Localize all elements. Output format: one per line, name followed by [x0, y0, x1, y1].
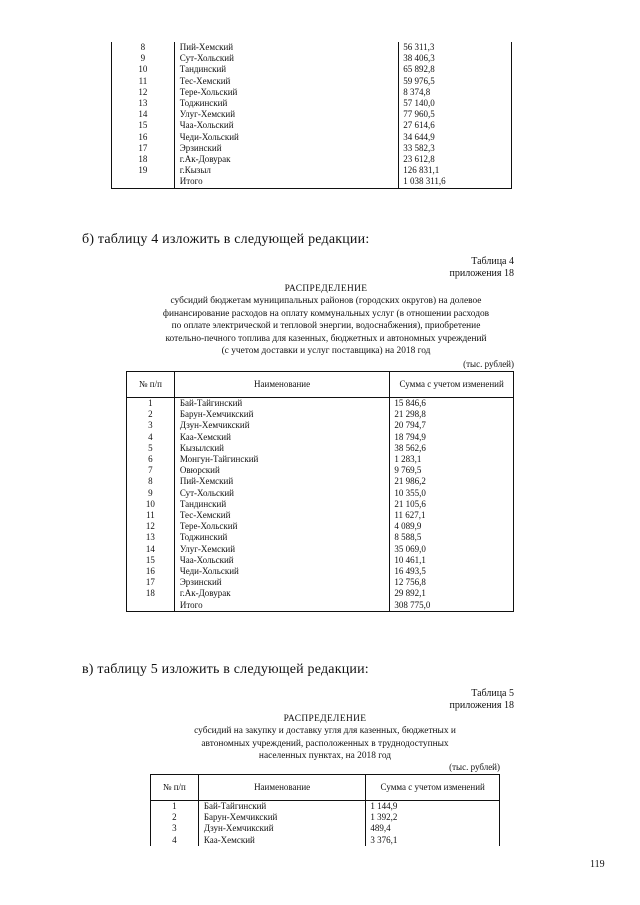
- table-row: [112, 176, 512, 188]
- table-row: [127, 510, 514, 521]
- table-row: [112, 132, 512, 143]
- row-name: Пий-Хемский: [174, 476, 389, 487]
- row-value: 27 614,6: [399, 120, 512, 131]
- row-value: 29 892,1: [390, 588, 514, 599]
- table5-unit: (тыс. рублей): [449, 762, 500, 772]
- row-name: Улуг-Хемский: [174, 544, 389, 555]
- table-row: [127, 443, 514, 454]
- table4-header-sum: Сумма с учетом изменений: [390, 372, 514, 398]
- row-number: 14: [127, 544, 175, 555]
- row-number: 4: [151, 835, 199, 846]
- row-number: 15: [127, 555, 175, 566]
- row-value: 59 976,5: [399, 76, 512, 87]
- table3-continuation: [111, 42, 512, 189]
- row-value: 16 493,5: [390, 566, 514, 577]
- row-number: 19: [112, 165, 175, 176]
- row-number: 14: [112, 109, 175, 120]
- table4-header-n: № п/п: [127, 372, 175, 398]
- row-name: Тандинский: [174, 499, 389, 510]
- table-row: [127, 600, 514, 612]
- table-row: [112, 42, 512, 53]
- table-row: [127, 532, 514, 543]
- row-number: 10: [127, 499, 175, 510]
- row-value: 308 775,0: [390, 600, 514, 612]
- row-number: 18: [127, 588, 175, 599]
- table5-heading: РАСПРЕДЕЛЕНИЕ: [283, 714, 367, 724]
- table-row: [127, 454, 514, 465]
- row-value: 38 406,3: [399, 53, 512, 64]
- row-number: 9: [112, 53, 175, 64]
- table-row: [112, 154, 512, 165]
- table-row: [112, 76, 512, 87]
- row-name: Улуг-Хемский: [174, 109, 398, 120]
- row-name: Барун-Хемчикский: [198, 812, 366, 823]
- row-name: Эрзинский: [174, 577, 389, 588]
- row-name: Тоджинский: [174, 532, 389, 543]
- table4-caption-line: (с учетом доставки и услуг поставщика) на 2018 год: [221, 346, 431, 357]
- row-number: 13: [127, 532, 175, 543]
- table5-header-name: Наименование: [198, 775, 366, 801]
- page-number: 119: [590, 859, 605, 870]
- row-name: Сут-Хольский: [174, 53, 398, 64]
- table4-caption-line: по оплате электрической и тепловой энергии, водоснабжения), приобретение: [171, 321, 481, 332]
- table5-caption-line: субсидий на закупку и доставку угля для казенных, бюджетных и: [194, 726, 456, 737]
- row-name: Итого: [174, 176, 398, 188]
- row-number: 12: [112, 87, 175, 98]
- row-name: Эрзинский: [174, 143, 398, 154]
- row-name: Пий-Хемский: [174, 42, 398, 53]
- table5-header-n: № п/п: [151, 775, 199, 801]
- table-row: [127, 588, 514, 599]
- row-number: 2: [127, 409, 175, 420]
- row-number: 6: [127, 454, 175, 465]
- row-name: Дзун-Хемчикский: [198, 823, 366, 834]
- table-row: [127, 544, 514, 555]
- row-number: 18: [112, 154, 175, 165]
- table4-caption-line: финансирование расходов на оплату коммунальных услуг (в отношении расходов: [162, 308, 490, 319]
- row-name: г.Кызыл: [174, 165, 398, 176]
- row-value: 56 311,3: [399, 42, 512, 53]
- row-number: 7: [127, 465, 175, 476]
- table5-header-sum: Сумма с учетом изменений: [366, 775, 500, 801]
- table5-caption: [126, 713, 524, 763]
- row-number: 1: [151, 801, 199, 813]
- row-number: 9: [127, 488, 175, 499]
- table-row: [151, 823, 500, 834]
- row-value: 8 588,5: [390, 532, 514, 543]
- row-value: 20 794,7: [390, 420, 514, 431]
- row-name: Овюрский: [174, 465, 389, 476]
- table-row: [112, 87, 512, 98]
- row-number: [127, 600, 175, 612]
- row-number: 16: [112, 132, 175, 143]
- row-name: Бай-Тайгинский: [198, 801, 366, 813]
- table4-caption: [118, 283, 534, 357]
- row-value: 33 582,3: [399, 143, 512, 154]
- row-number: 17: [112, 143, 175, 154]
- table-row: [127, 521, 514, 532]
- row-value: 15 846,6: [390, 398, 514, 410]
- table5-reference: [314, 688, 514, 712]
- row-name: Чаа-Хольский: [174, 120, 398, 131]
- row-number: 17: [127, 577, 175, 588]
- row-number: 13: [112, 98, 175, 109]
- table-row: [127, 420, 514, 431]
- table-row: [151, 835, 500, 846]
- table-row: [127, 488, 514, 499]
- row-name: Тоджинский: [174, 98, 398, 109]
- table-row: [127, 409, 514, 420]
- row-name: Чеди-Хольский: [174, 566, 389, 577]
- row-number: 5: [127, 443, 175, 454]
- row-number: [112, 176, 175, 188]
- table-row: [112, 109, 512, 120]
- row-value: 34 644,9: [399, 132, 512, 143]
- row-name: г.Ак-Довурак: [174, 588, 389, 599]
- row-value: 11 627,1: [390, 510, 514, 521]
- table5-ref-line2: приложения 18: [449, 700, 514, 711]
- row-name: Дзун-Хемчикский: [174, 420, 389, 431]
- table-row: [112, 165, 512, 176]
- row-value: 18 794,9: [390, 432, 514, 443]
- table-row: [127, 398, 514, 410]
- row-value: 38 562,6: [390, 443, 514, 454]
- row-name: Каа-Хемский: [198, 835, 366, 846]
- row-value: 23 612,8: [399, 154, 512, 165]
- table4-reference: [314, 256, 514, 280]
- row-value: 21 986,2: [390, 476, 514, 487]
- row-number: 8: [112, 42, 175, 53]
- row-number: 16: [127, 566, 175, 577]
- row-number: 3: [127, 420, 175, 431]
- row-value: 57 140,0: [399, 98, 512, 109]
- table4-caption-line: субсидий бюджетам муниципальных районов (городских округов) на долевое: [170, 296, 482, 307]
- table-row: [151, 801, 500, 813]
- row-value: 3 376,1: [366, 835, 500, 846]
- table5-caption-line: автономных учреждений, расположенных в труднодоступных: [201, 738, 449, 749]
- row-value: 9 769,5: [390, 465, 514, 476]
- row-value: 21 298,8: [390, 409, 514, 420]
- row-value: 1 392,2: [366, 812, 500, 823]
- table-row: [112, 53, 512, 64]
- row-name: Сут-Хольский: [174, 488, 389, 499]
- row-name: Тандинский: [174, 64, 398, 75]
- table-row: [112, 64, 512, 75]
- table-row: [127, 577, 514, 588]
- row-number: 10: [112, 64, 175, 75]
- table-row: [127, 555, 514, 566]
- table5-ref-line1: Таблица 5: [471, 688, 514, 699]
- section-v-text: в) таблицу 5 изложить в следующей редакции:: [82, 662, 369, 677]
- row-name: Каа-Хемский: [174, 432, 389, 443]
- row-name: г.Ак-Довурак: [174, 154, 398, 165]
- row-value: 1 038 311,6: [399, 176, 512, 188]
- row-number: 2: [151, 812, 199, 823]
- row-number: 3: [151, 823, 199, 834]
- row-name: Тере-Хольский: [174, 521, 389, 532]
- table4-unit: (тыс. рублей): [463, 359, 514, 369]
- row-value: 489,4: [366, 823, 500, 834]
- row-value: 4 089,9: [390, 521, 514, 532]
- row-number: 12: [127, 521, 175, 532]
- row-name: Кызылский: [174, 443, 389, 454]
- table4-ref-line2: приложения 18: [449, 268, 514, 279]
- row-number: 15: [112, 120, 175, 131]
- row-number: 1: [127, 398, 175, 410]
- section-b-text: б) таблицу 4 изложить в следующей редакции:: [82, 232, 370, 247]
- row-name: Тере-Хольский: [174, 87, 398, 98]
- table-row: [127, 566, 514, 577]
- row-value: 35 069,0: [390, 544, 514, 555]
- table4-header-name: Наименование: [174, 372, 389, 398]
- row-value: 10 355,0: [390, 488, 514, 499]
- row-value: 21 105,6: [390, 499, 514, 510]
- row-number: 11: [112, 76, 175, 87]
- table-row: [112, 120, 512, 131]
- row-value: 77 960,5: [399, 109, 512, 120]
- table-row: [127, 432, 514, 443]
- table5-caption-line: населенных пунктах, на 2018 год: [258, 751, 392, 762]
- table-row: [151, 812, 500, 823]
- row-value: 65 892,8: [399, 64, 512, 75]
- row-value: 1 144,9: [366, 801, 500, 813]
- row-name: Барун-Хемчикский: [174, 409, 389, 420]
- table-row: [112, 98, 512, 109]
- table4-heading: РАСПРЕДЕЛЕНИЕ: [284, 284, 368, 294]
- row-name: Итого: [174, 600, 389, 612]
- row-value: 1 283,1: [390, 454, 514, 465]
- table5: [150, 774, 500, 846]
- row-name: Бай-Тайгинский: [174, 398, 389, 410]
- table-row: [127, 476, 514, 487]
- table-row: [112, 143, 512, 154]
- row-value: 12 756,8: [390, 577, 514, 588]
- row-number: 11: [127, 510, 175, 521]
- row-name: Монгун-Тайгинский: [174, 454, 389, 465]
- row-name: Чеди-Хольский: [174, 132, 398, 143]
- row-number: 4: [127, 432, 175, 443]
- row-value: 10 461,1: [390, 555, 514, 566]
- row-value: 126 831,1: [399, 165, 512, 176]
- row-name: Тес-Хемский: [174, 510, 389, 521]
- table-row: [127, 465, 514, 476]
- table4-ref-line1: Таблица 4: [471, 256, 514, 267]
- row-name: Тес-Хемский: [174, 76, 398, 87]
- table4-caption-line: котельно-печного топлива для казенных, бюджетных и автономных учреждений: [165, 333, 487, 344]
- row-name: Чаа-Хольский: [174, 555, 389, 566]
- row-value: 8 374,8: [399, 87, 512, 98]
- table-row: [127, 499, 514, 510]
- row-number: 8: [127, 476, 175, 487]
- table4: [126, 371, 514, 612]
